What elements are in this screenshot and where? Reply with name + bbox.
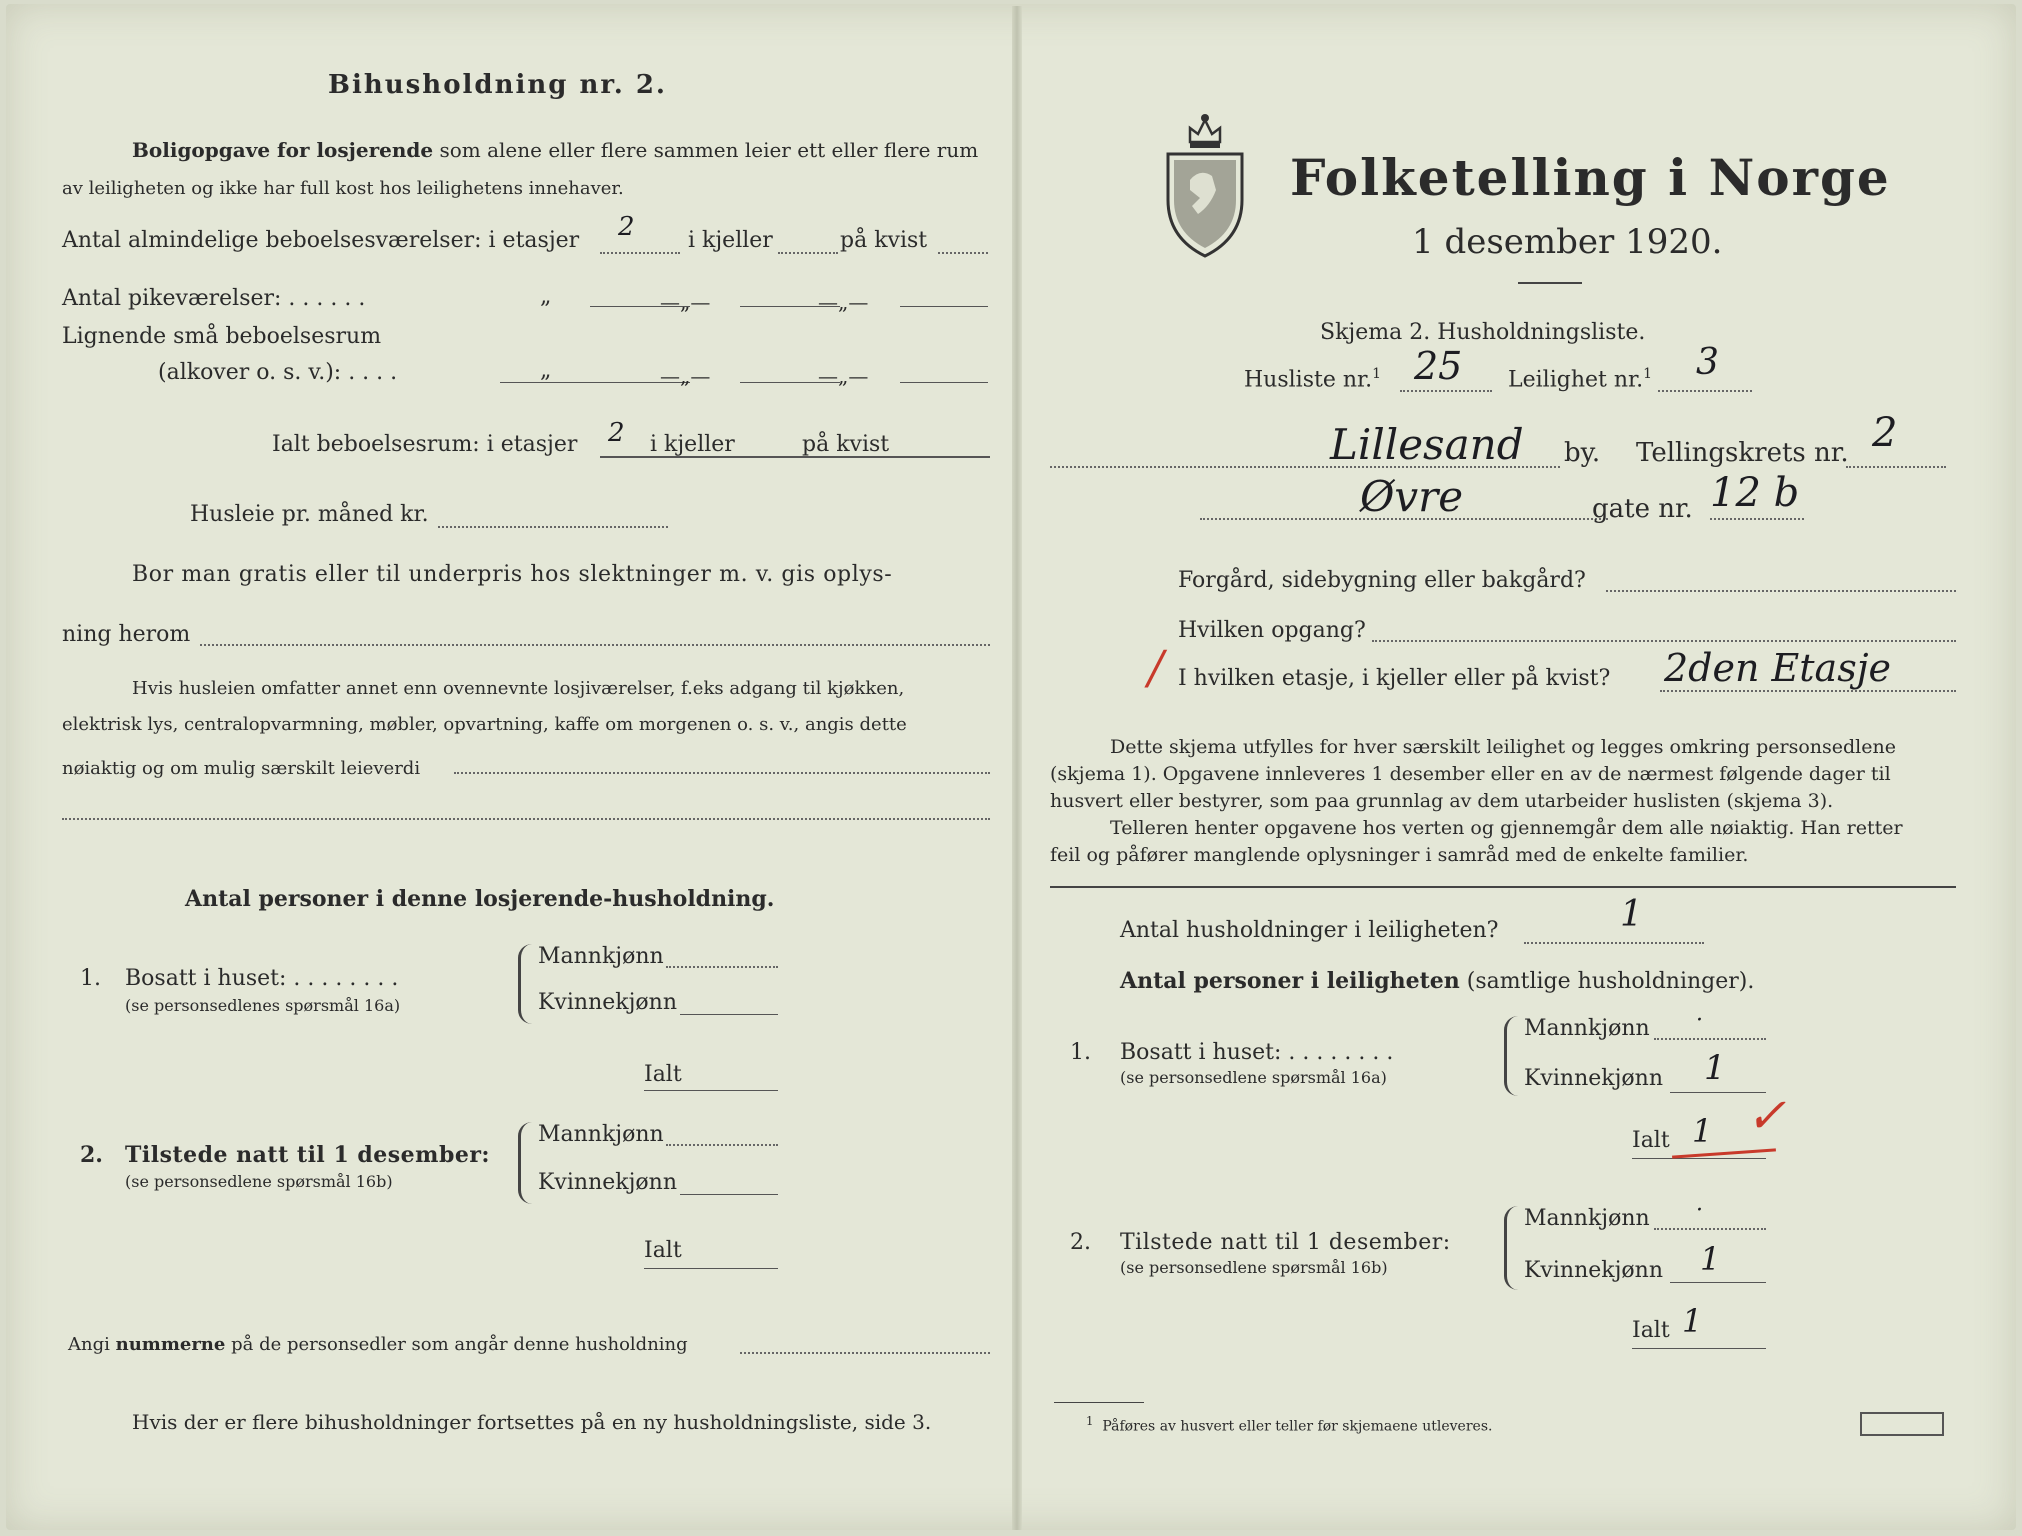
row3-ditto: „ (540, 358, 552, 383)
footnote-rule (1054, 1402, 1144, 1403)
row3-label-a: Lignende små beboelsesrum (62, 324, 382, 349)
husliste-field (1400, 390, 1492, 392)
left-footer: Hvis der er flere bihusholdninger fortsettes på en ny husholdningsliste, side 3. (132, 1410, 932, 1434)
title-rule (1518, 282, 1582, 284)
left-q1-brace (518, 944, 535, 1024)
ialt-label: Ialt beboelsesrum: i etasjer (272, 432, 578, 457)
left-q2-kvinne: Kvinnekjønn (538, 1170, 677, 1195)
right-q2-mann: Mannkjønn (1524, 1206, 1650, 1231)
row3-label-b: (alkover o. s. v.): . . . . (158, 360, 398, 385)
instr-b: (skjema 1). Opgavene innleveres 1 desember eller en av de nærmest følgende dager til (1050, 763, 1891, 785)
left-q2-brace (518, 1122, 535, 1204)
row2-ditto-b: —„— (660, 290, 711, 314)
right-q2-ialt: Ialt (1632, 1318, 1670, 1343)
left-q1-sub: (se personsedlenes spørsmål 16a) (125, 996, 401, 1015)
row1-etasjer-value: 2 (618, 212, 635, 242)
angi-b: nummerne (115, 1334, 226, 1355)
right-q1-ialt: Ialt (1632, 1128, 1670, 1153)
left-q1-kvinne-field (680, 1014, 778, 1015)
angi-a: Angi (68, 1334, 110, 1355)
right-q2-mann-field (1654, 1228, 1766, 1230)
husleie-label: Husleie pr. måned kr. (190, 502, 429, 527)
note-field-2 (62, 818, 990, 820)
etasje-label: I hvilken etasje, i kjeller eller på kvist? (1178, 666, 1611, 691)
leilighet-text: Leilighet nr. (1508, 367, 1644, 393)
left-q1-ialt: Ialt (644, 1062, 682, 1087)
row2-ditto-c: —„— (818, 290, 869, 314)
hush-label: Antal husholdninger i leiligheten? (1120, 918, 1499, 943)
left-q1-mann-field (666, 966, 778, 968)
right-q1-label: Bosatt i huset: . . . . . . . . (1120, 1040, 1394, 1065)
left-q2-label: Tilstede natt til 1 desember: (125, 1142, 491, 1168)
instr-d: Telleren henter opgavene hos verten og gjennemgår dem alle nøiaktig. Han retter (1110, 817, 1903, 839)
right-q1-mann: Mannkjønn (1524, 1016, 1650, 1041)
gate-nr-value: 12 b (1710, 470, 1800, 516)
note-line-c: nøiaktig og om mulig særskilt leieverdi (62, 758, 421, 779)
instr-a: Dette skjema utfylles for hver særskilt leilighet og legges omkring personsedlene (1110, 736, 1896, 758)
hush-value: 1 (1620, 894, 1643, 935)
right-q2-mann-value: · (1696, 1198, 1703, 1223)
right-q1-sub: (se personsedlene spørsmål 16a) (1120, 1068, 1387, 1087)
right-q2-kvinne: Kvinnekjønn (1524, 1258, 1663, 1283)
margin-mark: / (1148, 640, 1164, 694)
row3-ditto-c: —„— (818, 364, 869, 388)
right-q1-mann-value: · (1696, 1008, 1703, 1033)
left-q2-num: 2. (80, 1142, 103, 1168)
left-q1-mann: Mannkjønn (538, 944, 664, 969)
instr-c: husvert eller bestyrer, som paa grunnlag av dem utarbeider huslisten (skjema 3). (1050, 790, 1834, 812)
hush-field (1524, 942, 1704, 944)
left-q1-label: Bosatt i huset: . . . . . . . . (125, 966, 399, 991)
left-intro (132, 138, 978, 162)
husliste-value: 25 (1414, 344, 1463, 388)
by-label: by. (1564, 438, 1601, 468)
right-title: Folketelling i Norge (1290, 148, 1891, 207)
row3-line-c (900, 382, 988, 383)
left-q2-mann-field (666, 1144, 778, 1146)
angi-line (68, 1334, 688, 1355)
right-q2-ialt-value: 1 (1682, 1302, 1703, 1340)
right-q2-num: 2. (1070, 1230, 1091, 1255)
right-q1-kvinne: Kvinnekjønn (1524, 1066, 1663, 1091)
right-q2-label: Tilstede natt til 1 desember: (1120, 1230, 1451, 1255)
instructions-rule (1050, 886, 1956, 888)
angi-c: på de personsedler som angår denne husholdning (231, 1334, 688, 1355)
footnote-text: Påføres av husvert eller teller før skjemaene utleveres. (1102, 1418, 1493, 1435)
husliste-text: Husliste nr. (1244, 367, 1373, 393)
right-q2-ialt-field (1632, 1348, 1766, 1349)
ialt-kjeller-label: i kjeller (650, 432, 735, 457)
left-heading: Bihusholdning nr. 2. (328, 70, 667, 100)
left-q2-sub: (se personsedlene spørsmål 16b) (125, 1172, 393, 1191)
row2-ditto: „ (540, 284, 552, 309)
footnote-sup: 1 (1086, 1414, 1094, 1428)
left-q2-kvinne-field (680, 1194, 778, 1195)
gate-value: Øvre (1360, 472, 1464, 521)
coat-of-arms-icon (1160, 110, 1250, 260)
krets-value: 2 (1872, 410, 1898, 456)
instr-e: feil og påfører manglende oplysninger i samråd med de enkelte familier. (1050, 844, 1749, 866)
left-q1-ialt-field (644, 1090, 778, 1091)
right-q2-kvinne-value: 1 (1700, 1240, 1721, 1278)
left-q1-num: 1. (80, 966, 101, 991)
note-line-b: elektrisk lys, centralopvarmning, møbler, opvartning, kaffe om morgenen o. s. v., angis dette (62, 714, 907, 735)
row1-kjeller-label: i kjeller (688, 228, 773, 253)
opgang-label: Hvilken opgang? (1178, 618, 1366, 643)
right-persons-heading (1120, 968, 1754, 994)
row3-ditto-b: —„— (660, 364, 711, 388)
by-value: Lillesand (1330, 420, 1524, 469)
gratis-line-a: Bor man gratis eller til underpris hos slektninger m. v. gis oplys- (132, 562, 893, 587)
right-q2-brace (1504, 1206, 1521, 1290)
right-q1-num: 1. (1070, 1040, 1091, 1065)
right-date: 1 desember 1920. (1412, 222, 1723, 262)
left-persons-heading: Antal personer i denne losjerende-husholdning. (185, 886, 775, 912)
gate-nr-field (1710, 518, 1804, 520)
right-q1-ialt-value: 1 (1692, 1112, 1713, 1150)
leilighet-value: 3 (1696, 342, 1719, 383)
husleie-field (438, 526, 668, 528)
left-intro-line2: av leiligheten og ikke har full kost hos leilighetens innehaver. (62, 178, 624, 199)
etasje-field (1660, 690, 1956, 692)
row2-line-c (900, 306, 988, 307)
printer-stamp (1860, 1412, 1944, 1436)
ialt-etasjer-value: 2 (608, 418, 625, 448)
right-q2-kvinne-field (1670, 1282, 1766, 1283)
gratis-line-b: ning herom (62, 622, 191, 647)
persons-bold: Antal personer i leiligheten (1120, 968, 1460, 994)
right-q1-ialt-field (1632, 1158, 1766, 1159)
gate-label: gate nr. (1592, 494, 1693, 524)
left-q2-ialt: Ialt (644, 1238, 682, 1263)
check-mark-icon: ✓ (1746, 1088, 1787, 1144)
leilighet-label (1508, 366, 1652, 392)
row1-label: Antal almindelige beboelsesværelser: i etasjer (62, 228, 580, 253)
right-q1-brace (1504, 1016, 1521, 1096)
page-fold (1012, 6, 1022, 1530)
right-q2-sub: (se personsedlene spørsmål 16b) (1120, 1258, 1388, 1277)
instructions (1050, 734, 1956, 869)
leilighet-sup: 1 (1643, 366, 1653, 382)
row1-etasjer-field (600, 252, 680, 254)
row1-kvist-field (938, 252, 988, 254)
husliste-sup: 1 (1372, 366, 1382, 382)
gratis-field (200, 644, 990, 646)
left-q1-kvinne: Kvinnekjønn (538, 990, 677, 1015)
left-page (40, 0, 990, 1530)
row1-kjeller-field (778, 252, 838, 254)
right-page (1040, 0, 2000, 1530)
krets-field (1846, 466, 1946, 468)
persons-rest: (samtlige husholdninger). (1466, 969, 1755, 994)
right-q1-mann-field (1654, 1038, 1766, 1040)
note-line-a: Hvis husleien omfatter annet enn ovennevnte losjiværelser, f.eks adgang til kjøkken, (132, 678, 905, 699)
forgaard-label: Forgård, sidebygning eller bakgård? (1178, 568, 1586, 593)
intro-bold: Boligopgave for losjerende (132, 138, 434, 162)
krets-label: Tellingskrets nr. (1636, 438, 1849, 468)
opgang-field (1372, 640, 1956, 642)
row1-kvist-label: på kvist (840, 228, 928, 253)
intro-rest: som alene eller flere sammen leier ett eller flere rum (439, 138, 979, 162)
etasje-value: 2den Etasje (1664, 646, 1891, 690)
husliste-label (1244, 366, 1381, 392)
note-field (454, 772, 990, 774)
right-q1-kvinne-value: 1 (1704, 1048, 1726, 1088)
schema-label: Skjema 2. Husholdningsliste. (1320, 320, 1646, 345)
forgaard-field (1606, 590, 1956, 592)
left-q2-ialt-field (644, 1268, 778, 1269)
footnote (1086, 1414, 1492, 1435)
ialt-kvist-label: på kvist (802, 432, 890, 457)
row2-label: Antal pikeværelser: . . . . . . (62, 286, 366, 311)
leilighet-field (1658, 390, 1752, 392)
left-q2-mann: Mannkjønn (538, 1122, 664, 1147)
angi-field (740, 1352, 990, 1354)
